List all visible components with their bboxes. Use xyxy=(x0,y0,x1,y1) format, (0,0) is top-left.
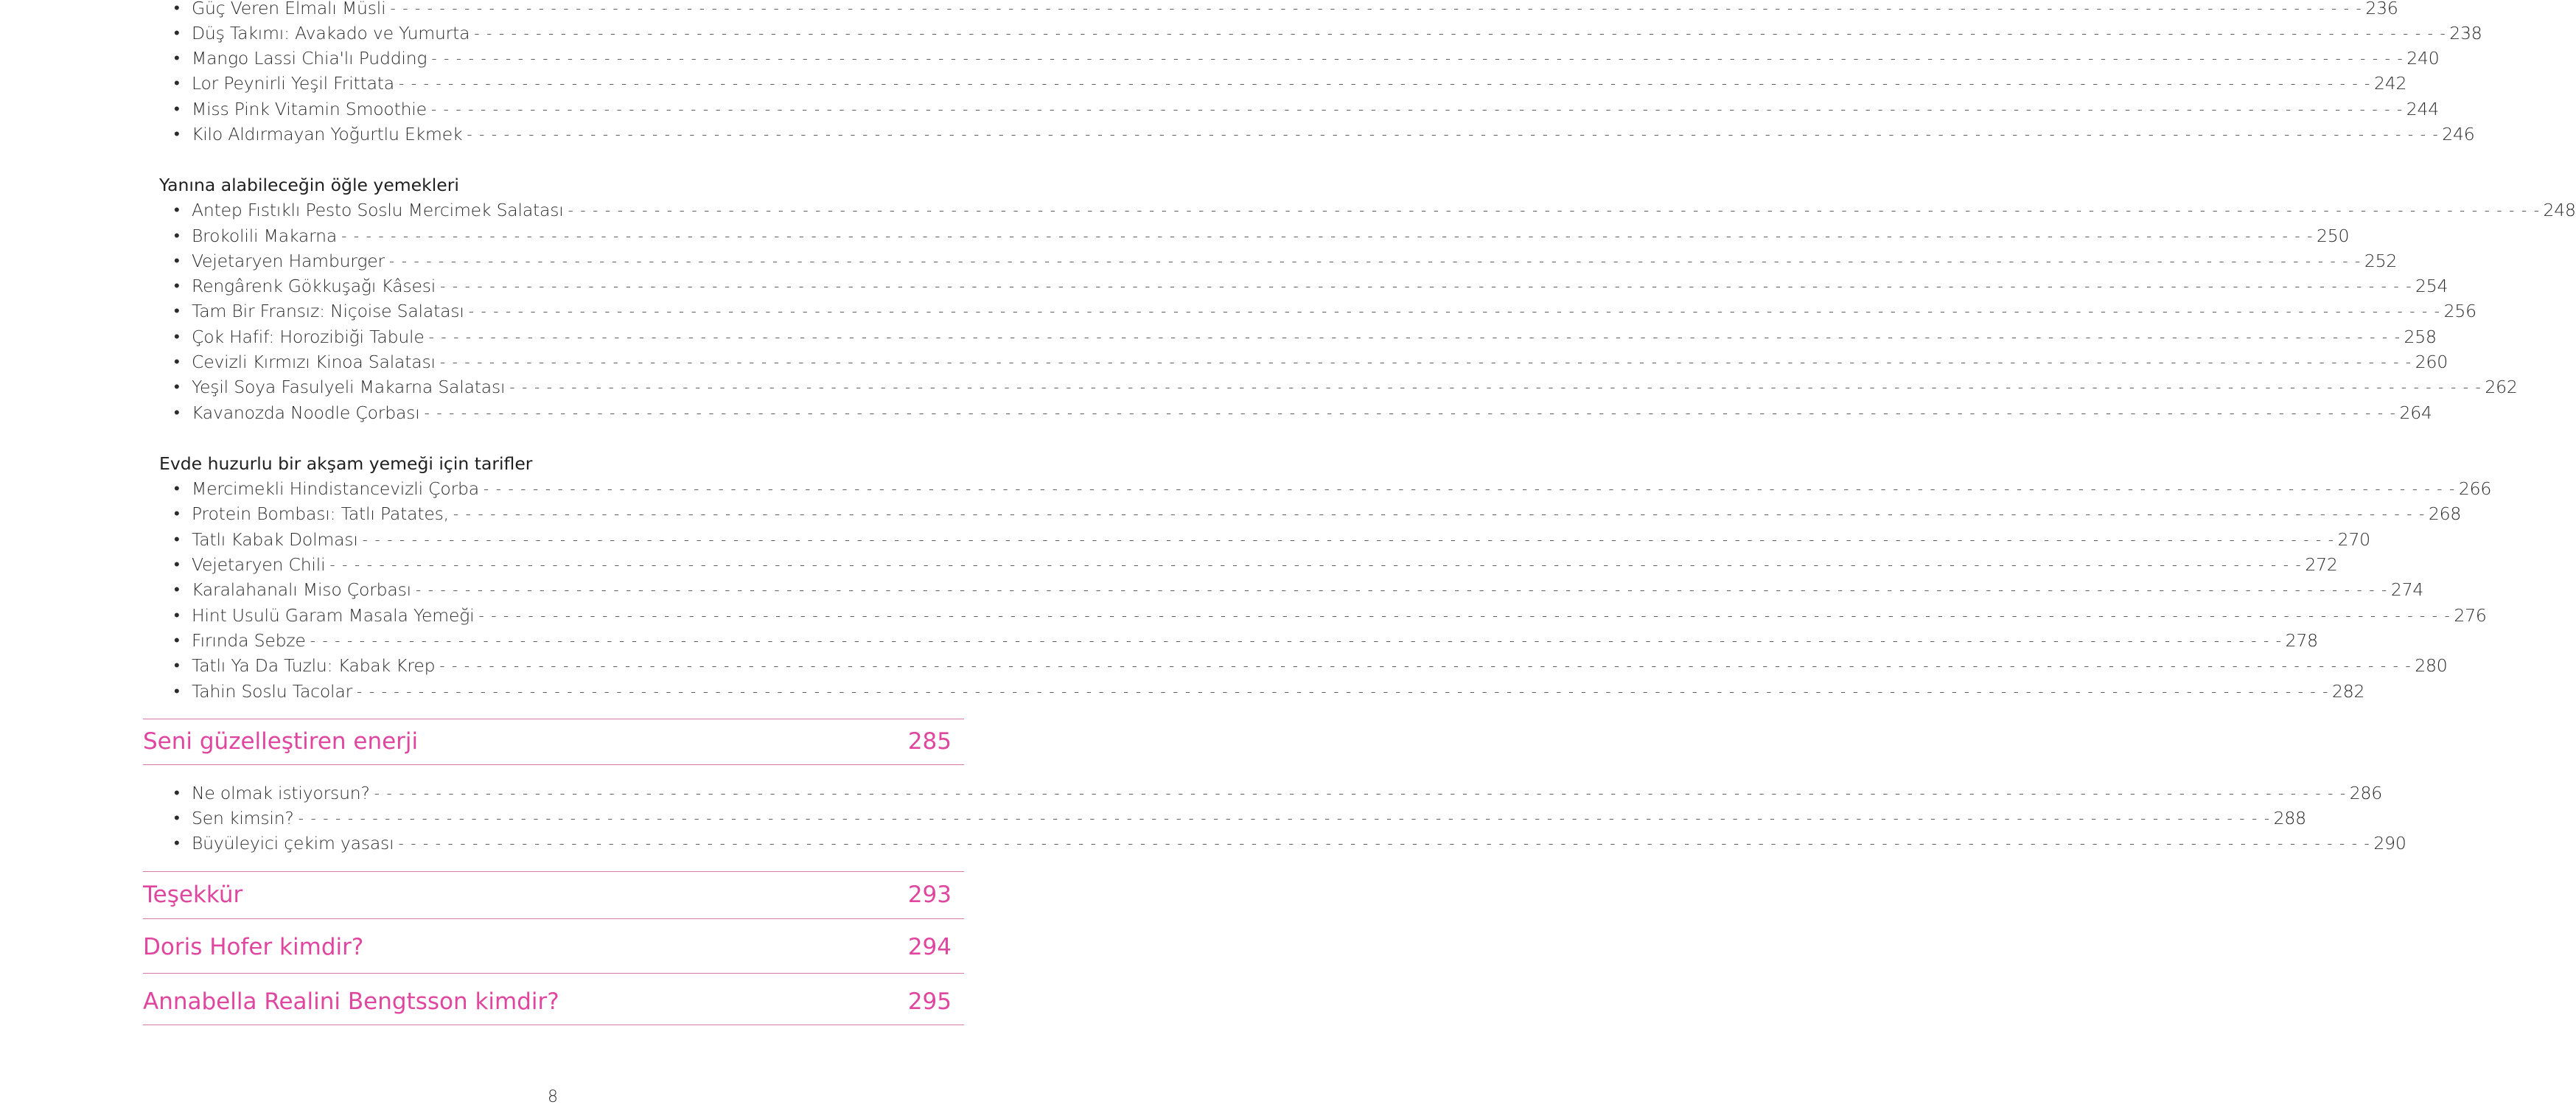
entry-title: Büyüleyici çekim yasası xyxy=(192,833,394,854)
entry-title: Lor Peynirli Yeşil Frittata xyxy=(192,73,395,94)
entry-title: Mercimekli Hindistancevizli Çorba xyxy=(192,478,479,499)
entry-page: 274 xyxy=(2390,579,2424,600)
dot-leader: - - - - - - - - - - - - - - - - - - - - - - - - - - - - - - - - - - - - - - - - - - - - - - - - - - - - - - - - - - - - - - - - - - - - - - - - - - - - - - - - - - - - - - - - - - - - - - - - - - - - - - - - - - - - - - - - - - - - - - - - - - - - - - - - - - - - - - - - - - - - - - - - - - - - - - - - - - - - - - - - xyxy=(298,809,2271,827)
entry-page: 248 xyxy=(2543,200,2576,220)
section-heading-lunch: Yanına alabileceğin öğle yemekleri xyxy=(159,175,459,195)
toc-entry[interactable] xyxy=(174,223,2350,248)
dot-leader: - - - - - - - - - - - - - - - - - - - - - - - - - - - - - - - - - - - - - - - - - - - - - - - - - - - - - - - - - - - - - - - - - - - - - - - - - - - - - - - - - - - - - - - - - - - - - - - - - - - - - - - - - - - - - - - - - - - - - - - - - - - - - - - - - - - - - - - - - - - - - - - - - - - - - - - - - - - - - - - - xyxy=(509,378,2482,396)
dot-leader: - - - - - - - - - - - - - - - - - - - - - - - - - - - - - - - - - - - - - - - - - - - - - - - - - - - - - - - - - - - - - - - - - - - - - - - - - - - - - - - - - - - - - - - - - - - - - - - - - - - - - - - - - - - - - - - - - - - - - - - - - - - - - - - - - - - - - - - - - - - - - - - - - - - - - - - - - - - - - - - - xyxy=(398,834,2371,852)
entry-title: Kilo Aldırmayan Yoğurtlu Ekmek xyxy=(192,124,463,144)
entry-page: 238 xyxy=(2449,23,2482,43)
bullet: • xyxy=(174,784,180,803)
dot-leader: - - - - - - - - - - - - - - - - - - - - - - - - - - - - - - - - - - - - - - - - - - - - - - - - - - - - - - - - - - - - - - - - - - - - - - - - - - - - - - - - - - - - - - - - - - - - - - - - - - - - - - - - - - - - - - - - - - - - - - - - - - - - - - - - - - - - - - - - - - - - - - - - - - - - - - - - - - - - - - - - xyxy=(478,607,2451,624)
entry-page: 266 xyxy=(2458,478,2492,499)
toc-entry[interactable] xyxy=(174,552,2338,577)
entry-page: 250 xyxy=(2316,226,2350,246)
bullet: • xyxy=(174,328,180,346)
bullet: • xyxy=(174,683,180,701)
entry-page: 242 xyxy=(2373,73,2407,94)
toc-entry[interactable] xyxy=(174,806,2306,831)
entry-title: Düş Takımı: Avakado ve Yumurta xyxy=(192,23,470,43)
dot-leader: - - - - - - - - - - - - - - - - - - - - - - - - - - - - - - - - - - - - - - - - - - - - - - - - - - - - - - - - - - - - - - - - - - - - - - - - - - - - - - - - - - - - - - - - - - - - - - - - - - - - - - - - - - - - - - - - - - - - - - - - - - - - - - - - - - - - - - - - - - - - - - - - - - - - - - - - - - - - - - - - xyxy=(390,0,2363,17)
entry-title: Vejetaryen Hamburger xyxy=(192,251,385,271)
bullet: • xyxy=(174,201,180,220)
dot-leader: - - - - - - - - - - - - - - - - - - - - - - - - - - - - - - - - - - - - - - - - - - - - - - - - - - - - - - - - - - - - - - - - - - - - - - - - - - - - - - - - - - - - - - - - - - - - - - - - - - - - - - - - - - - - - - - - - - - - - - - - - - - - - - - - - - - - - - - - - - - - - - - - - - - - - - - - - - - - - - - - xyxy=(388,252,2362,270)
toc-entry[interactable] xyxy=(174,198,2576,223)
bullet: • xyxy=(174,100,180,119)
dot-leader: - - - - - - - - - - - - - - - - - - - - - - - - - - - - - - - - - - - - - - - - - - - - - - - - - - - - - - - - - - - - - - - - - - - - - - - - - - - - - - - - - - - - - - - - - - - - - - - - - - - - - - - - - - - - - - - - - - - - - - - - - - - - - - - - - - - - - - - - - - - - - - - - - - - - - - - - - - - - - - - - xyxy=(341,227,2314,245)
bullet: • xyxy=(174,378,180,397)
entry-title: Hint Usulü Garam Masala Yemeği xyxy=(192,605,475,626)
entry-title: Tahin Soslu Tacolar xyxy=(192,681,353,702)
entry-page: 236 xyxy=(2365,0,2398,18)
bullet: • xyxy=(174,581,180,599)
dot-leader: - - - - - - - - - - - - - - - - - - - - - - - - - - - - - - - - - - - - - - - - - - - - - - - - - - - - - - - - - - - - - - - - - - - - - - - - - - - - - - - - - - - - - - - - - - - - - - - - - - - - - - - - - - - - - - - - - - - - - - - - - - - - - - - - - - - - - - - - - - - - - - - - - - - - - - - - - - - - - - - - xyxy=(439,657,2412,674)
entry-title: Fırında Sebze xyxy=(192,630,306,651)
entry-page: 286 xyxy=(2349,783,2382,803)
entry-page: 272 xyxy=(2305,554,2338,575)
toc-entry[interactable] xyxy=(174,349,2448,374)
toc-entry[interactable] xyxy=(174,628,2318,653)
toc-entry[interactable] xyxy=(174,324,2437,349)
bullet: • xyxy=(174,353,180,371)
chapter-rule xyxy=(143,871,964,872)
bullet: • xyxy=(174,834,180,853)
bullet: • xyxy=(174,252,180,270)
entry-title: Karalahanalı Miso Çorbası xyxy=(192,579,411,600)
entry-title: Miss Pink Vitamin Smoothie xyxy=(192,99,427,119)
toc-entry[interactable] xyxy=(174,248,2398,273)
chapter-rule xyxy=(143,973,964,974)
entry-page: 244 xyxy=(2406,99,2440,119)
entry-page: 290 xyxy=(2373,833,2406,854)
toc-entry[interactable] xyxy=(174,831,2406,856)
entry-title: Kavanozda Noodle Çorbası xyxy=(192,402,420,423)
dot-leader: - - - - - - - - - - - - - - - - - - - - - - - - - - - - - - - - - - - - - - - - - - - - - - - - - - - - - - - - - - - - - - - - - - - - - - - - - - - - - - - - - - - - - - - - - - - - - - - - - - - - - - - - - - - - - - - - - - - - - - - - - - - - - - - - - - - - - - - - - - - - - - - - - - - - - - - - - - - - - - - - xyxy=(399,74,2371,92)
entry-title: Ne olmak istiyorsun? xyxy=(192,783,370,803)
bullet: • xyxy=(174,302,180,321)
bullet: • xyxy=(174,480,180,498)
bullet: • xyxy=(174,531,180,549)
entry-page: 262 xyxy=(2485,377,2518,397)
dot-leader: - - - - - - - - - - - - - - - - - - - - - - - - - - - - - - - - - - - - - - - - - - - - - - - - - - - - - - - - - - - - - - - - - - - - - - - - - - - - - - - - - - - - - - - - - - - - - - - - - - - - - - - - - - - - - - - - - - - - - - - - - - - - - - - - - - - - - - - - - - - - - - - - - - - - - - - - - - - - - - - - xyxy=(357,683,2329,700)
dot-leader: - - - - - - - - - - - - - - - - - - - - - - - - - - - - - - - - - - - - - - - - - - - - - - - - - - - - - - - - - - - - - - - - - - - - - - - - - - - - - - - - - - - - - - - - - - - - - - - - - - - - - - - - - - - - - - - - - - - - - - - - - - - - - - - - - - - - - - - - - - - - - - - - - - - - - - - - - - - - - - - - xyxy=(310,632,2283,649)
chapter-page: 293 xyxy=(907,882,952,908)
toc-entry[interactable] xyxy=(174,476,2492,501)
bullet: • xyxy=(174,227,180,245)
bullet: • xyxy=(174,125,180,144)
chapter-entry-author-1[interactable] xyxy=(143,929,952,966)
dot-leader: - - - - - - - - - - - - - - - - - - - - - - - - - - - - - - - - - - - - - - - - - - - - - - - - - - - - - - - - - - - - - - - - - - - - - - - - - - - - - - - - - - - - - - - - - - - - - - - - - - - - - - - - - - - - - - - - - - - - - - - - - - - - - - - - - - - - - - - - - - - - - - - - - - - - - - - - - - - - - - - - xyxy=(439,353,2412,371)
chapter-title: Annabella Realini Bengtsson kimdir? xyxy=(143,988,559,1015)
entry-title: Yeşil Soya Fasulyeli Makarna Salatası xyxy=(192,377,506,397)
entry-title: Çok Hafif: Horozibiği Tabule xyxy=(192,327,425,347)
dot-leader: - - - - - - - - - - - - - - - - - - - - - - - - - - - - - - - - - - - - - - - - - - - - - - - - - - - - - - - - - - - - - - - - - - - - - - - - - - - - - - - - - - - - - - - - - - - - - - - - - - - - - - - - - - - - - - - - - - - - - - - - - - - - - - - - - - - - - - - - - - - - - - - - - - - - - - - - - - - - - - - - xyxy=(467,125,2440,143)
entry-page: 252 xyxy=(2364,251,2398,271)
entry-title: Protein Bombası: Tatlı Patates, xyxy=(192,503,449,524)
toc-entry[interactable] xyxy=(174,71,2407,96)
chapter-entry-beauty[interactable] xyxy=(143,723,952,760)
entry-title: Sen kimsin? xyxy=(192,808,294,828)
toc-entry[interactable] xyxy=(174,0,2398,21)
entry-title: Vejetaryen Chili xyxy=(192,554,326,575)
entry-title: Rengârenk Gökkuşağı Kâsesi xyxy=(192,276,436,296)
dot-leader: - - - - - - - - - - - - - - - - - - - - - - - - - - - - - - - - - - - - - - - - - - - - - - - - - - - - - - - - - - - - - - - - - - - - - - - - - - - - - - - - - - - - - - - - - - - - - - - - - - - - - - - - - - - - - - - - - - - - - - - - - - - - - - - - - - - - - - - - - - - - - - - - - - - - - - - - - - - - - - - - xyxy=(374,784,2347,802)
dot-leader: - - - - - - - - - - - - - - - - - - - - - - - - - - - - - - - - - - - - - - - - - - - - - - - - - - - - - - - - - - - - - - - - - - - - - - - - - - - - - - - - - - - - - - - - - - - - - - - - - - - - - - - - - - - - - - - - - - - - - - - - - - - - - - - - - - - - - - - - - - - - - - - - - - - - - - - - - - - - - - - - xyxy=(362,531,2335,548)
chapter-title: Teşekkür xyxy=(143,882,243,908)
section-heading-dinner: Evde huzurlu bir akşam yemeği için tarifler xyxy=(159,453,533,474)
entry-title: Brokolili Makarna xyxy=(192,226,338,246)
bullet: • xyxy=(174,657,180,675)
entry-page: 254 xyxy=(2415,276,2448,296)
toc-entry[interactable] xyxy=(174,527,2370,552)
entry-title: Cevizli Kırmızı Kinoa Salatası xyxy=(192,352,436,372)
entry-page: 240 xyxy=(2406,48,2440,69)
chapter-title: Seni güzelleştiren enerji xyxy=(143,728,419,755)
bullet: • xyxy=(174,404,180,422)
chapter-title: Doris Hofer kimdir? xyxy=(143,934,364,960)
bullet: • xyxy=(174,632,180,650)
entry-title: Antep Fıstıklı Pesto Soslu Mercimek Salatası xyxy=(192,200,564,220)
chapter-page: 294 xyxy=(907,934,952,960)
entry-page: 268 xyxy=(2428,503,2462,524)
bullet: • xyxy=(174,556,180,574)
dot-leader: - - - - - - - - - - - - - - - - - - - - - - - - - - - - - - - - - - - - - - - - - - - - - - - - - - - - - - - - - - - - - - - - - - - - - - - - - - - - - - - - - - - - - - - - - - - - - - - - - - - - - - - - - - - - - - - - - - - - - - - - - - - - - - - - - - - - - - - - - - - - - - - - - - - - - - - - - - - - - - - - xyxy=(424,404,2397,422)
dot-leader: - - - - - - - - - - - - - - - - - - - - - - - - - - - - - - - - - - - - - - - - - - - - - - - - - - - - - - - - - - - - - - - - - - - - - - - - - - - - - - - - - - - - - - - - - - - - - - - - - - - - - - - - - - - - - - - - - - - - - - - - - - - - - - - - - - - - - - - - - - - - - - - - - - - - - - - - - - - - - - - - xyxy=(474,24,2447,42)
page-number: 8 xyxy=(548,1088,558,1106)
bullet: • xyxy=(174,809,180,828)
bullet: • xyxy=(174,24,180,43)
bullet: • xyxy=(174,607,180,625)
toc-entry[interactable] xyxy=(174,400,2432,425)
chapter-page: 285 xyxy=(907,728,952,755)
entry-title: Tatlı Ya Da Tuzlu: Kabak Krep xyxy=(192,655,436,676)
entry-title: Tatlı Kabak Dolması xyxy=(192,529,358,550)
toc-entry[interactable] xyxy=(174,122,2475,147)
toc-entry[interactable] xyxy=(174,781,2382,806)
toc-entry[interactable] xyxy=(174,46,2440,71)
toc-entry[interactable] xyxy=(174,273,2448,299)
chapter-entry-thanks[interactable] xyxy=(143,876,952,913)
entry-page: 264 xyxy=(2399,402,2432,423)
bullet: • xyxy=(174,277,180,296)
entry-page: 270 xyxy=(2337,529,2370,550)
dot-leader: - - - - - - - - - - - - - - - - - - - - - - - - - - - - - - - - - - - - - - - - - - - - - - - - - - - - - - - - - - - - - - - - - - - - - - - - - - - - - - - - - - - - - - - - - - - - - - - - - - - - - - - - - - - - - - - - - - - - - - - - - - - - - - - - - - - - - - - - - - - - - - - - - - - - - - - - - - - - - - - - xyxy=(431,49,2404,67)
chapter-rule xyxy=(143,764,964,765)
dot-leader: - - - - - - - - - - - - - - - - - - - - - - - - - - - - - - - - - - - - - - - - - - - - - - - - - - - - - - - - - - - - - - - - - - - - - - - - - - - - - - - - - - - - - - - - - - - - - - - - - - - - - - - - - - - - - - - - - - - - - - - - - - - - - - - - - - - - - - - - - - - - - - - - - - - - - - - - - - - - - - - - xyxy=(440,277,2413,295)
chapter-page: 295 xyxy=(907,988,952,1015)
entry-page: 246 xyxy=(2442,124,2475,144)
toc-entry[interactable] xyxy=(174,577,2424,602)
entry-page: 276 xyxy=(2454,605,2487,626)
entry-page: 278 xyxy=(2285,630,2318,651)
chapter-entry-author-2[interactable] xyxy=(143,983,952,1020)
toc-entry[interactable] xyxy=(174,653,2448,678)
entry-title: Mango Lassi Chia'lı Pudding xyxy=(192,48,427,69)
toc-entry[interactable] xyxy=(174,299,2476,324)
bullet: • xyxy=(174,49,180,68)
entry-page: 256 xyxy=(2443,301,2476,321)
bullet: • xyxy=(174,74,180,93)
dot-leader: - - - - - - - - - - - - - - - - - - - - - - - - - - - - - - - - - - - - - - - - - - - - - - - - - - - - - - - - - - - - - - - - - - - - - - - - - - - - - - - - - - - - - - - - - - - - - - - - - - - - - - - - - - - - - - - - - - - - - - - - - - - - - - - - - - - - - - - - - - - - - - - - - - - - - - - - - - - - - - - - xyxy=(329,556,2303,573)
entry-page: 280 xyxy=(2415,655,2448,676)
toc-entry[interactable] xyxy=(174,501,2462,526)
toc-entry[interactable] xyxy=(174,21,2482,46)
dot-leader: - - - - - - - - - - - - - - - - - - - - - - - - - - - - - - - - - - - - - - - - - - - - - - - - - - - - - - - - - - - - - - - - - - - - - - - - - - - - - - - - - - - - - - - - - - - - - - - - - - - - - - - - - - - - - - - - - - - - - - - - - - - - - - - - - - - - - - - - - - - - - - - - - - - - - - - - - - - - - - - - xyxy=(468,302,2441,320)
dot-leader: - - - - - - - - - - - - - - - - - - - - - - - - - - - - - - - - - - - - - - - - - - - - - - - - - - - - - - - - - - - - - - - - - - - - - - - - - - - - - - - - - - - - - - - - - - - - - - - - - - - - - - - - - - - - - - - - - - - - - - - - - - - - - - - - - - - - - - - - - - - - - - - - - - - - - - - - - - - - - - - - xyxy=(568,201,2541,219)
entry-page: 282 xyxy=(2331,681,2365,702)
dot-leader: - - - - - - - - - - - - - - - - - - - - - - - - - - - - - - - - - - - - - - - - - - - - - - - - - - - - - - - - - - - - - - - - - - - - - - - - - - - - - - - - - - - - - - - - - - - - - - - - - - - - - - - - - - - - - - - - - - - - - - - - - - - - - - - - - - - - - - - - - - - - - - - - - - - - - - - - - - - - - - - - xyxy=(430,100,2404,118)
dot-leader: - - - - - - - - - - - - - - - - - - - - - - - - - - - - - - - - - - - - - - - - - - - - - - - - - - - - - - - - - - - - - - - - - - - - - - - - - - - - - - - - - - - - - - - - - - - - - - - - - - - - - - - - - - - - - - - - - - - - - - - - - - - - - - - - - - - - - - - - - - - - - - - - - - - - - - - - - - - - - - - - xyxy=(453,505,2426,523)
toc-entry[interactable] xyxy=(174,374,2518,399)
entry-page: 260 xyxy=(2415,352,2448,372)
dot-leader: - - - - - - - - - - - - - - - - - - - - - - - - - - - - - - - - - - - - - - - - - - - - - - - - - - - - - - - - - - - - - - - - - - - - - - - - - - - - - - - - - - - - - - - - - - - - - - - - - - - - - - - - - - - - - - - - - - - - - - - - - - - - - - - - - - - - - - - - - - - - - - - - - - - - - - - - - - - - - - - - xyxy=(483,480,2456,498)
toc-entry[interactable] xyxy=(174,679,2365,704)
bullet: • xyxy=(174,0,180,18)
chapter-rule xyxy=(143,918,964,919)
toc-entry[interactable] xyxy=(174,603,2487,628)
dot-leader: - - - - - - - - - - - - - - - - - - - - - - - - - - - - - - - - - - - - - - - - - - - - - - - - - - - - - - - - - - - - - - - - - - - - - - - - - - - - - - - - - - - - - - - - - - - - - - - - - - - - - - - - - - - - - - - - - - - - - - - - - - - - - - - - - - - - - - - - - - - - - - - - - - - - - - - - - - - - - - - - xyxy=(428,328,2401,346)
entry-page: 258 xyxy=(2404,327,2437,347)
entry-page: 288 xyxy=(2273,808,2306,828)
bullet: • xyxy=(174,505,180,523)
entry-title: Güç Veren Elmalı Müsli xyxy=(192,0,386,18)
entry-title: Tam Bir Fransız: Niçoise Salatası xyxy=(192,301,464,321)
toc-entry[interactable] xyxy=(174,97,2440,122)
dot-leader: - - - - - - - - - - - - - - - - - - - - - - - - - - - - - - - - - - - - - - - - - - - - - - - - - - - - - - - - - - - - - - - - - - - - - - - - - - - - - - - - - - - - - - - - - - - - - - - - - - - - - - - - - - - - - - - - - - - - - - - - - - - - - - - - - - - - - - - - - - - - - - - - - - - - - - - - - - - - - - - - xyxy=(415,581,2388,598)
